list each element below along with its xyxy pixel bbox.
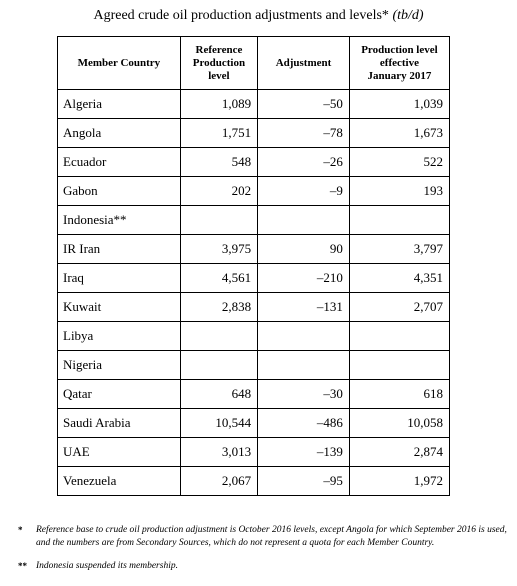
table-row	[58, 177, 450, 206]
reference-cell	[180, 206, 257, 235]
reference-cell: 202	[180, 177, 257, 206]
effective-cell	[349, 206, 449, 235]
table-row	[58, 119, 450, 148]
footnote-mark: **	[18, 561, 27, 571]
country-cell: Indonesia**	[58, 206, 181, 235]
country-cell: Iraq	[58, 264, 181, 293]
reference-cell: 2,067	[180, 467, 257, 496]
adjustment-cell: –9	[258, 177, 350, 206]
reference-cell: 648	[180, 380, 257, 409]
table-row	[58, 409, 450, 438]
table-row	[58, 206, 450, 235]
table-row	[58, 264, 450, 293]
adjustment-cell	[258, 206, 350, 235]
country-cell: Venezuela	[58, 467, 181, 496]
reference-cell: 1,751	[180, 119, 257, 148]
country-cell: Gabon	[58, 177, 181, 206]
footnote-mark: *	[18, 525, 23, 535]
effective-cell: 522	[349, 148, 449, 177]
effective-cell: 618	[349, 380, 449, 409]
adjustment-cell: –95	[258, 467, 350, 496]
reference-cell	[180, 322, 257, 351]
effective-cell	[349, 351, 449, 380]
header-adjustment: Adjustment	[258, 37, 350, 90]
table-header	[58, 37, 450, 90]
reference-cell	[180, 351, 257, 380]
header-production-level-effective: Production level effective January 2017	[349, 37, 449, 90]
effective-cell: 3,797	[349, 235, 449, 264]
title-text: Agreed crude oil production adjustments and levels*	[93, 8, 389, 23]
production-table	[57, 36, 450, 496]
adjustment-cell: –210	[258, 264, 350, 293]
reference-cell: 3,013	[180, 438, 257, 467]
effective-cell: 4,351	[349, 264, 449, 293]
table-row	[58, 351, 450, 380]
table-row	[58, 380, 450, 409]
effective-cell: 1,673	[349, 119, 449, 148]
table-row	[58, 322, 450, 351]
table-row	[58, 293, 450, 322]
reference-cell: 2,838	[180, 293, 257, 322]
country-cell: Nigeria	[58, 351, 181, 380]
adjustment-cell: –486	[258, 409, 350, 438]
reference-cell: 548	[180, 148, 257, 177]
table-row	[58, 90, 450, 119]
reference-cell: 3,975	[180, 235, 257, 264]
footnote-text: Reference base to crude oil production adjustment is October 2016 levels, except Angola for which September 2016 is used, and the numbers are from Secondary Sources, which do not represent a quota for each Member Country.	[36, 525, 507, 548]
adjustment-cell: –26	[258, 148, 350, 177]
country-cell: Kuwait	[58, 293, 181, 322]
country-cell: IR Iran	[58, 235, 181, 264]
country-cell: UAE	[58, 438, 181, 467]
table-row	[58, 235, 450, 264]
adjustment-cell	[258, 322, 350, 351]
effective-cell	[349, 322, 449, 351]
title-unit: (tb/d)	[392, 8, 424, 23]
table-row	[58, 467, 450, 496]
footnotes	[18, 524, 510, 583]
country-cell: Saudi Arabia	[58, 409, 181, 438]
reference-cell: 10,544	[180, 409, 257, 438]
adjustment-cell: –139	[258, 438, 350, 467]
effective-cell: 193	[349, 177, 449, 206]
effective-cell: 2,874	[349, 438, 449, 467]
country-cell: Angola	[58, 119, 181, 148]
adjustment-cell: –30	[258, 380, 350, 409]
footnote-reference-base	[18, 524, 510, 550]
table-row	[58, 438, 450, 467]
header-member-country: Member Country	[58, 37, 181, 90]
table-body	[58, 90, 450, 496]
reference-cell: 4,561	[180, 264, 257, 293]
country-cell: Ecuador	[58, 148, 181, 177]
reference-cell: 1,089	[180, 90, 257, 119]
table-title	[0, 8, 517, 24]
country-cell: Libya	[58, 322, 181, 351]
table-row	[58, 148, 450, 177]
effective-cell: 1,039	[349, 90, 449, 119]
adjustment-cell: –50	[258, 90, 350, 119]
footnote-indonesia	[18, 560, 510, 573]
adjustment-cell	[258, 351, 350, 380]
adjustment-cell: –131	[258, 293, 350, 322]
effective-cell: 1,972	[349, 467, 449, 496]
effective-cell: 2,707	[349, 293, 449, 322]
country-cell: Algeria	[58, 90, 181, 119]
footnote-text: Indonesia suspended its membership.	[36, 561, 178, 571]
adjustment-cell: –78	[258, 119, 350, 148]
header-row	[58, 37, 450, 90]
header-reference-production-level: Reference Production level	[180, 37, 257, 90]
adjustment-cell: 90	[258, 235, 350, 264]
effective-cell: 10,058	[349, 409, 449, 438]
country-cell: Qatar	[58, 380, 181, 409]
